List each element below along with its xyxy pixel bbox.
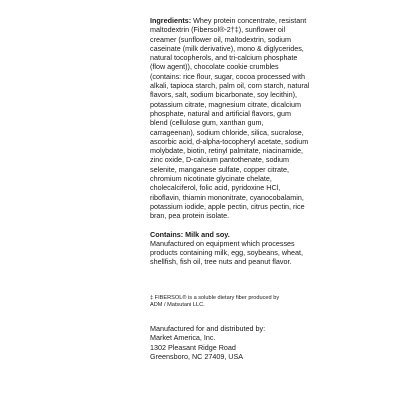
ingredients-paragraph (150, 16, 310, 221)
fibersol-footnote: ‡ FIBERSOL® is a soluble dietary fiber produced by ADM / Matsutani LLC. (150, 294, 280, 309)
distributor-company: Market America, Inc. (150, 333, 216, 343)
distributor-city: Greensboro, NC 27409, USA (150, 351, 244, 361)
allergen-text: Manufactured on equipment which processes products containing milk, egg, soybeans, wheat, shellfish, fish oil, tree nuts and peanut flavor. (150, 238, 304, 267)
product-label-panel (150, 16, 310, 361)
allergen-heading: Contains: Milk and soy. (150, 229, 230, 239)
allergen-block (150, 230, 310, 267)
ingredients-text: Whey protein concentrate, resistant maltodextrin (Fibersol®-2†‡), sunflower oil creamer (sunflower oil, maltodextrin, sodium caseinate (milk derivative), mono & diglycerides, natural tocopherols, and tri-calcium phosphate (flow agent)), chocolate cookie crumbles (contains: rice flour, sugar, cocoa processed with alkali, tapioca starch, palm oil, corn starch, natural flavors, salt, sodium bicarbonate, soy lecithin), potassium citrate, magnesium citrate, dicalcium phosphate, natural and artificial flavors, gum blend (cellulose gum, xanthan gum, carrageenan), sodium chloride, silica, sucralose, ascorbic acid, d-alpha-tocopheryl acetate, sodium molybdate, biotin, retinyl palmitate, niacinamide, zinc oxide, D-calcium pantothenate, sodium selenite, manganese sulfate, copper citrate, chromium nicotinate glycinate chelate, cholecalciferol, folic acid, pyridoxine HCl, riboflavin, thiamin mononitrate, cyanocobalamin, potassium iodide, apple pectin, citrus pectin, rice bran, pea protein isolate. (150, 16, 310, 221)
distributor-street: 1302 Pleasant Ridge Road (150, 342, 236, 352)
distributor-block (150, 324, 310, 361)
ingredients-heading: Ingredients: (150, 16, 192, 25)
distributor-heading: Manufactured for and distributed by: (150, 323, 266, 333)
